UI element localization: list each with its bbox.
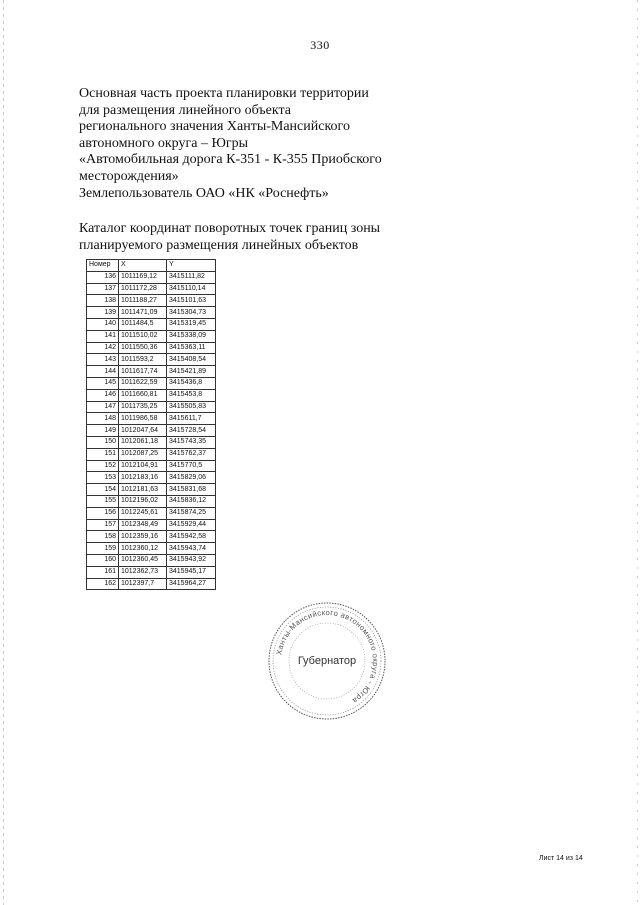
cell-x: 1011471,09 <box>119 307 167 319</box>
cell-number: 152 <box>87 460 119 472</box>
table-row <box>87 554 216 566</box>
cell-y: 3415728,54 <box>167 425 216 437</box>
table-row <box>87 484 216 496</box>
cell-x: 1011172,28 <box>119 283 167 295</box>
catalog-title <box>79 220 499 254</box>
cell-y: 3415436,8 <box>167 377 216 389</box>
cell-x: 1012047,64 <box>119 425 167 437</box>
cell-number: 139 <box>87 307 119 319</box>
cell-number: 138 <box>87 295 119 307</box>
cell-number: 141 <box>87 330 119 342</box>
cell-number: 150 <box>87 436 119 448</box>
table-row <box>87 413 216 425</box>
cell-number: 162 <box>87 578 119 590</box>
seal-center-text: Губернатор <box>297 655 357 667</box>
cell-x: 1012348,49 <box>119 519 167 531</box>
cell-x: 1011510,02 <box>119 330 167 342</box>
page-number: 330 <box>310 38 330 52</box>
cell-x: 1011169,12 <box>119 271 167 283</box>
cell-x: 1012362,73 <box>119 566 167 578</box>
cell-y: 3415111,82 <box>167 271 216 283</box>
table-row <box>87 566 216 578</box>
cell-number: 149 <box>87 425 119 437</box>
cell-x: 1011550,36 <box>119 342 167 354</box>
cell-number: 137 <box>87 283 119 295</box>
table-row <box>87 519 216 531</box>
cell-number: 154 <box>87 484 119 496</box>
cell-y: 3415762,37 <box>167 448 216 460</box>
cell-number: 153 <box>87 472 119 484</box>
cell-y: 3415770,5 <box>167 460 216 472</box>
cell-y: 3415421,89 <box>167 366 216 378</box>
cell-number: 161 <box>87 566 119 578</box>
cell-y: 3415505,83 <box>167 401 216 413</box>
cell-y: 3415964,27 <box>167 578 216 590</box>
cell-y: 3415945,17 <box>167 566 216 578</box>
cell-y: 3415874,25 <box>167 507 216 519</box>
table-row <box>87 507 216 519</box>
heading-line: Землепользователь ОАО «НК «Роснефть» <box>79 185 329 201</box>
heading-line: Основная часть проекта планировки территории <box>79 86 369 101</box>
cell-y: 3415453,8 <box>167 389 216 401</box>
cell-number: 136 <box>87 271 119 283</box>
cell-x: 1012181,63 <box>119 484 167 496</box>
cell-x: 1012196,02 <box>119 495 167 507</box>
coordinates-table <box>86 259 216 590</box>
cell-y: 3415942,58 <box>167 531 216 543</box>
table-row <box>87 330 216 342</box>
cell-x: 1011735,25 <box>119 401 167 413</box>
table-row <box>87 425 216 437</box>
table-row <box>87 342 216 354</box>
header-x: X <box>119 260 167 272</box>
cell-y: 3415338,09 <box>167 330 216 342</box>
catalog-title-line: планируемого размещения линейных объектов <box>79 238 359 253</box>
cell-y: 3415408,54 <box>167 354 216 366</box>
cell-number: 160 <box>87 554 119 566</box>
header-y: Y <box>167 260 216 272</box>
table-row <box>87 495 216 507</box>
header-number: Номер <box>87 260 119 272</box>
table-row <box>87 389 216 401</box>
table-row <box>87 531 216 543</box>
cell-x: 1011660,81 <box>119 389 167 401</box>
heading-line: месторождения» <box>79 168 179 184</box>
heading-line: «Автомобильная дорога К-351 - К-355 Приобского <box>79 152 382 168</box>
cell-y: 3415101,63 <box>167 295 216 307</box>
cell-number: 155 <box>87 495 119 507</box>
document-heading <box>79 86 499 202</box>
cell-y: 3415943,92 <box>167 554 216 566</box>
table-row <box>87 366 216 378</box>
table-row <box>87 401 216 413</box>
cell-x: 1012061,18 <box>119 436 167 448</box>
table-row <box>87 318 216 330</box>
cell-number: 158 <box>87 531 119 543</box>
cell-number: 156 <box>87 507 119 519</box>
cell-y: 3415929,44 <box>167 519 216 531</box>
heading-line: для размещения линейного объекта <box>79 102 291 118</box>
table-row <box>87 578 216 590</box>
catalog-title-line: Каталог координат поворотных точек границ зоны <box>79 221 381 236</box>
table-row <box>87 460 216 472</box>
cell-y: 3415743,35 <box>167 436 216 448</box>
cell-x: 1011484,5 <box>119 318 167 330</box>
cell-x: 1012183,16 <box>119 472 167 484</box>
cell-x: 1012360,45 <box>119 554 167 566</box>
sheet-label: Лист 14 из 14 <box>539 855 583 862</box>
cell-y: 3415943,74 <box>167 543 216 555</box>
table-body <box>87 271 216 590</box>
official-seal <box>266 600 388 722</box>
table-row <box>87 307 216 319</box>
scan-edge-left <box>3 0 4 905</box>
cell-number: 140 <box>87 318 119 330</box>
cell-y: 3415829,06 <box>167 472 216 484</box>
cell-x: 1011617,74 <box>119 366 167 378</box>
cell-x: 1011188,27 <box>119 295 167 307</box>
cell-number: 151 <box>87 448 119 460</box>
scan-edge-right <box>637 0 638 905</box>
cell-number: 146 <box>87 389 119 401</box>
table-row <box>87 472 216 484</box>
cell-y: 3415836,12 <box>167 495 216 507</box>
cell-y: 3415110,14 <box>167 283 216 295</box>
cell-number: 143 <box>87 354 119 366</box>
table-row <box>87 283 216 295</box>
cell-number: 147 <box>87 401 119 413</box>
heading-line: регионального значения Ханты-Мансийского <box>79 119 350 135</box>
table-row <box>87 354 216 366</box>
seal-ring-text: Ханты-Мансийского автономного округа - Югра <box>274 607 381 706</box>
cell-number: 145 <box>87 377 119 389</box>
table-row <box>87 543 216 555</box>
cell-x: 1012104,91 <box>119 460 167 472</box>
cell-x: 1011593,2 <box>119 354 167 366</box>
cell-number: 144 <box>87 366 119 378</box>
cell-number: 157 <box>87 519 119 531</box>
table-header-row <box>87 260 216 272</box>
cell-y: 3415831,68 <box>167 484 216 496</box>
cell-x: 1011986,58 <box>119 413 167 425</box>
cell-number: 142 <box>87 342 119 354</box>
table-row <box>87 377 216 389</box>
cell-x: 1011622,59 <box>119 377 167 389</box>
cell-y: 3415304,73 <box>167 307 216 319</box>
table-row <box>87 448 216 460</box>
cell-y: 3415363,11 <box>167 342 216 354</box>
cell-x: 1012360,12 <box>119 543 167 555</box>
cell-x: 1012245,61 <box>119 507 167 519</box>
heading-line: автономного округа – Югры <box>79 135 248 151</box>
cell-number: 148 <box>87 413 119 425</box>
cell-x: 1012397,7 <box>119 578 167 590</box>
cell-x: 1012359,16 <box>119 531 167 543</box>
cell-x: 1012087,25 <box>119 448 167 460</box>
table-row <box>87 271 216 283</box>
cell-y: 3415611,7 <box>167 413 216 425</box>
table-row <box>87 436 216 448</box>
table-row <box>87 295 216 307</box>
cell-number: 159 <box>87 543 119 555</box>
cell-y: 3415319,45 <box>167 318 216 330</box>
